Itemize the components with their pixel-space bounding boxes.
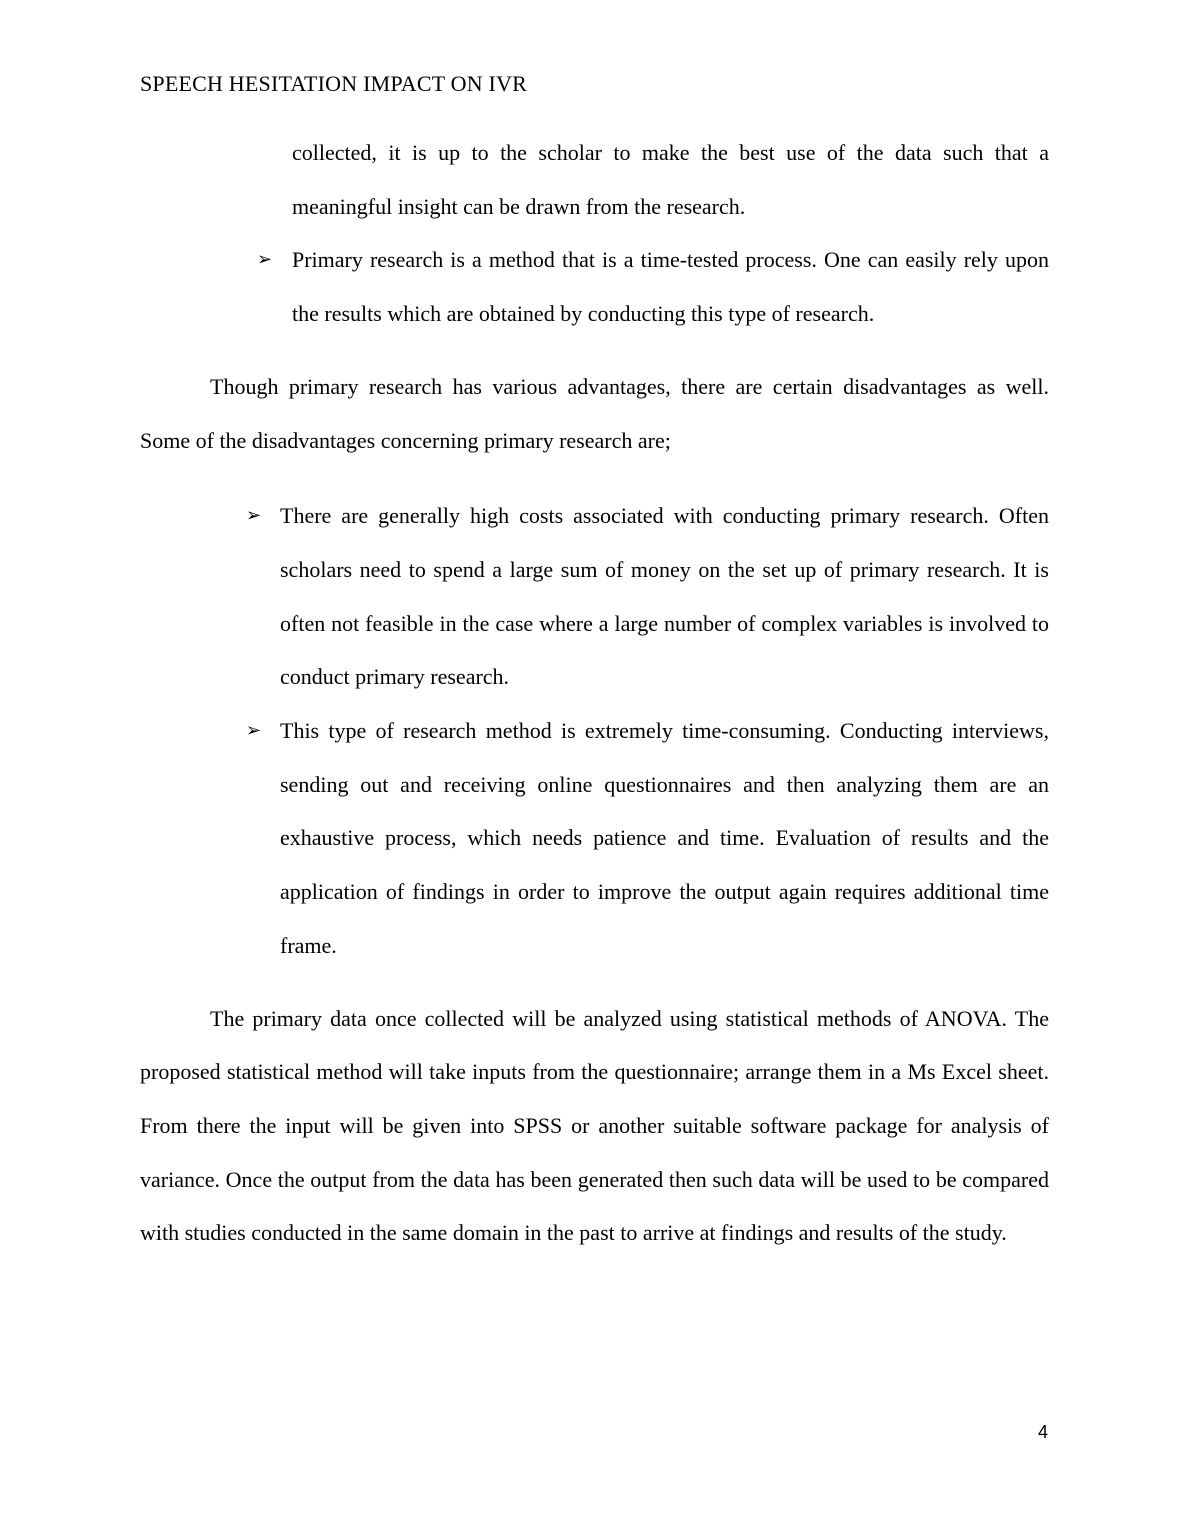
continued-bullet-text: collected, it is up to the scholar to make the best use of the data such that a meaningful insight can be drawn from the research. — [292, 140, 1049, 219]
body-text — [140, 126, 1049, 1282]
page-number: 4 — [1038, 1422, 1049, 1442]
arrowhead-bullet-icon: ➢ — [257, 249, 273, 270]
advantage-bullet-item — [140, 233, 1049, 340]
analysis-paragraph: The primary data once collected will be analyzed using statistical methods of ANOVA. The proposed statistical method will take inputs from the questionnaire; arrange them in a Ms Excel sheet. From there the input will be given into SPSS or another suitable software package for analysis of variance. Once the output from the data has been generated then such data will be used to be compared with studies conducted in the same domain in the past to arrive at findings and results of the study. — [140, 1005, 1049, 1246]
advantage-bullet-text: Primary research is a method that is a time-tested process. One can easily rely upon the results which are obtained by conducting this type of research. — [292, 247, 1049, 327]
continued-bullet-item — [140, 126, 1049, 233]
disadvantages-intro-paragraph: Though primary research has various advantages, there are certain disadvantages as well. Some of the disadvantages concerning primary research are; — [140, 373, 1049, 453]
arrowhead-bullet-icon: ➢ — [246, 505, 262, 526]
disadvantage-bullet-item — [140, 704, 1049, 973]
running-head: SPEECH HESITATION IMPACT ON IVR — [140, 71, 528, 96]
arrowhead-bullet-icon: ➢ — [246, 720, 262, 741]
disadvantage-bullet-text: There are generally high costs associated with conducting primary research. Often scholars need to spend a large sum of money on the set up of primary research. It is often not feasible in the case where a large number of complex variables is involved to conduct primary research. — [280, 503, 1049, 690]
disadvantage-bullet-item — [140, 489, 1049, 704]
disadvantage-bullet-text: This type of research method is extremely time-consuming. Conducting interviews, sending out and receiving online questionnaires and then analyzing them are an exhaustive process, which needs patience and time. Evaluation of results and the application of findings in order to improve the output again requires additional time frame. — [280, 718, 1049, 958]
